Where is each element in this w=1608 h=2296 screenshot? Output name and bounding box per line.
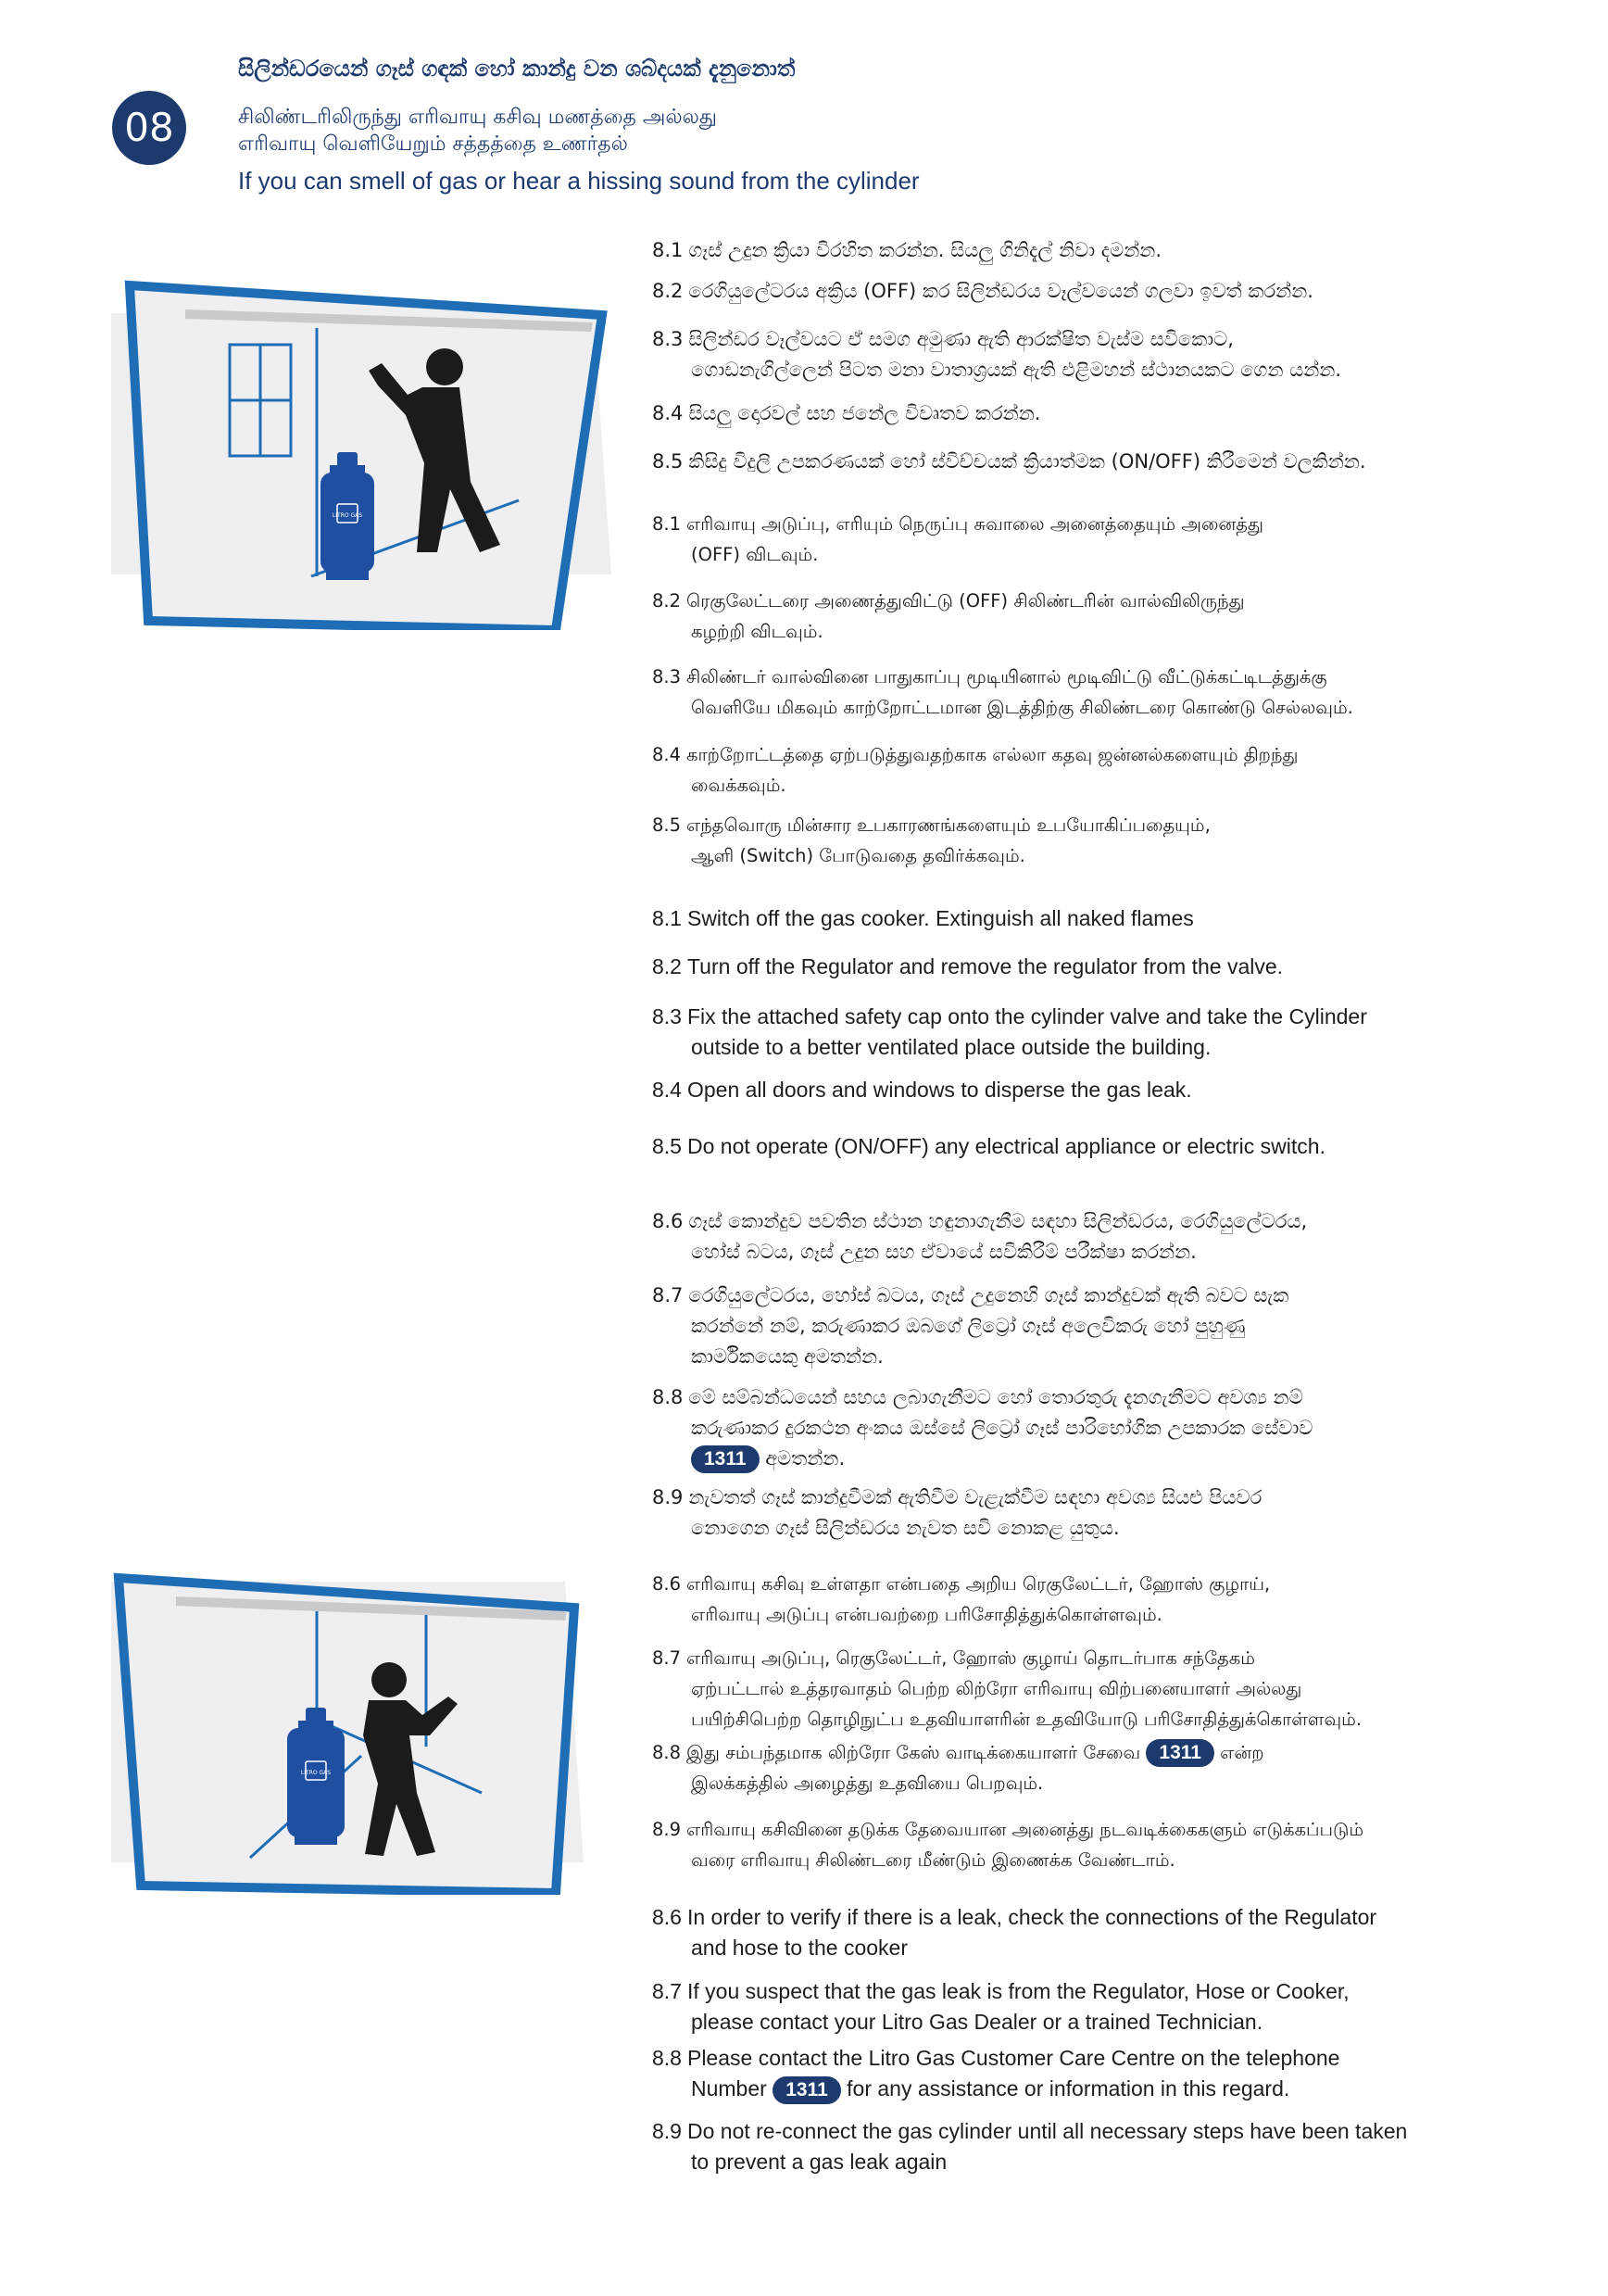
step-ta-8-3: 8.3 சிலிண்டர் வால்வினை பாதுகாப்பு மூடியினால் மூடிவிட்டு வீட்டுக்கட்டிடத்துக்கு வெளியே மிகவும் காற்றோட்டமான இடத்திற்கு சிலிண்டரை கொண்டு செல்லவும். [652, 666, 1353, 718]
step-ta-8-9: 8.9 எரிவாயு கசிவினை தடுக்க தேவையான அனைத்து நடவடிக்கைகளும் எடுக்கப்படும் வரை எரிவாயு சிலிண்டரை மீண்டும் இணைக்க வேண்டாம். [652, 1819, 1364, 1871]
illustration-checking-connections [111, 1571, 602, 1895]
step-si-8-3: 8.3 සිලින්ඩර වෑල්වයට ඒ සමග අමුණා ඇති ආරක්ෂිත වැස්ම සවිකොට, ගොඩනැගිල්ලෙන් පිටත මනා වාතාශ්‍රයක් ඇති එළිමහන් ස්ථානයකට ගෙන යන්න. [652, 328, 1342, 381]
step-en-8-5: 8.5 Do not operate (ON/OFF) any electrical appliance or electric switch. [652, 1134, 1325, 1158]
step-si-8-7: 8.7 රෙගියුලේටරය, හෝස් බටය, ගෑස් උදුනෙහි ගෑස් කාන්දුවක් ඇති බවට සැක කරන්නේ නම්, කරුණාකර ඔබගේ ලිට්‍රෝ ගෑස් අලෙවිකරු හෝ පුහුණු කාර්මිකයෙකු අමතන්න. [652, 1284, 1289, 1368]
step-ta-8-1: 8.1 எரிவாயு அடுப்பு, எரியும் நெருப்பு சுவாலை அனைத்தையும் அனைத்து (OFF) விடவும். [652, 513, 1263, 565]
cylinder-label: LITRO GAS [300, 1770, 332, 1776]
step-en-8-1: 8.1 Switch off the gas cooker. Extinguish all naked flames [652, 906, 1194, 930]
step-ta-8-8: 8.8 இது சம்பந்தமாக லிற்ரோ கேஸ் வாடிக்கையாளர் சேவை 1311 என்ற இலக்கத்தில் அழைத்து உதவியை பெறவும். [652, 1737, 1264, 1798]
step-ta-8-5: 8.5 எந்தவொரு மின்சார உபகாரணங்களையும் உபயோகிப்பதையும், ஆளி (Switch) போடுவதை தவிர்க்கவும். [652, 814, 1211, 866]
illustration-open-window [111, 278, 611, 630]
step-ta-8-7: 8.7 எரிவாயு அடுப்பு, ரெகுலேட்டர், ஹோஸ் குழாய் தொடர்பாக சந்தேகம் ஏற்பட்டால் உத்தரவாதம் பெற்ற லிற்ரோ எரிவாயு விற்பனையாளர் அல்லது பயிற்சிபெற்ற தொழிநுட்ப உதவியாளரின் உதவியோடு பரிசோதித்துக்கொள்ளவும். [652, 1647, 1363, 1730]
step-si-8-6: 8.6 ගෑස් කොන්දුව පවතින ස්ථාන හඳුනාගැනීම සඳහා සිලින්ඩරය, රෙගියුලේටරය, හෝස් බටය, ගෑස් උදුන සහ ඒවායේ සවිකිරීම් පරීක්ෂා කරන්න. [652, 1210, 1308, 1263]
title-tamil [238, 104, 717, 158]
step-si-8-8: 8.8 මේ සම්බන්ධයෙන් සහය ලබාගැනීමට හෝ තොරතුරු දැනගැනීමට අවශ්‍ය නම් කරුණාකර දුරකථන අංකය ඔස්සේ ලිට්‍රෝ ගෑස් පාරිභෝගික උපකාරක සේවාව 1311 අමතන්න. [652, 1382, 1313, 1474]
step-ta-8-2: 8.2 ரெகுலேட்டரை அணைத்துவிட்டு (OFF) சிலிண்டரின் வால்விலிருந்து கழற்றி விடவும். [652, 590, 1245, 642]
step-en-8-6: 8.6 In order to verify if there is a leak, check the connections of the Regulator and hose to the cooker [652, 1905, 1377, 1960]
step-si-8-1: 8.1 ගෑස් උදුන ක්‍රියා විරහිත කරන්න. සියලු ගිනිදැල් නිවා දමන්න. [652, 239, 1162, 261]
title-tamil-line1: சிலிண்டரிலிருந்து எரிவாயு கசிவு மணத்தை அல்லது [238, 106, 717, 129]
title-sinhala: සිලින්ඩරයෙන් ගෑස් ගඳක් හෝ කාන්දු වන ශබ්දයක් දැනුනොත් [238, 56, 796, 82]
step-ta-8-4: 8.4 காற்றோட்டத்தை ஏற்படுத்துவதற்காக எல்லா கதவு ஜன்னல்களையும் திறந்து வைக்கவும். [652, 744, 1299, 796]
window-frame-blue [119, 1578, 574, 1893]
step-en-8-9: 8.9 Do not re-connect the gas cylinder until all necessary steps have been taken to prevent a gas leak again [652, 2119, 1408, 2174]
step-en-8-2: 8.2 Turn off the Regulator and remove the regulator from the valve. [652, 954, 1284, 978]
hotline-badge[interactable]: 1311 [1146, 1739, 1214, 1767]
title-tamil-line2: எரிவாயு வெளியேறும் சத்தத்தை உணர்தல் [238, 132, 628, 156]
hotline-badge[interactable]: 1311 [773, 2076, 841, 2104]
cylinder-label: LITRO GAS [332, 512, 363, 519]
step-ta-8-6: 8.6 எரிவாயு கசிவு உள்ளதா என்பதை அறிய ரெகுலேட்டர், ஹோஸ் குழாய், எரிவாயு அடுப்பு என்பவற்றை பரிசோதித்துக்கொள்ளவும். [652, 1573, 1271, 1625]
step-si-8-2: 8.2 රෙගියුලේටරය අක්‍රිය (OFF) කර සිලින්ඩරය වෑල්වයෙන් ගලවා ඉවත් කරන්න. [652, 280, 1313, 302]
title-english: If you can smell of gas or hear a hissing sound from the cylinder [238, 167, 920, 195]
step-en-8-7: 8.7 If you suspect that the gas leak is from the Regulator, Hose or Cooker, please contact your Litro Gas Dealer or a trained Technician. [652, 1979, 1350, 2034]
step-en-8-3: 8.3 Fix the attached safety cap onto the cylinder valve and take the Cylinder outside to a better ventilated place outside the building. [652, 1004, 1367, 1059]
hotline-badge[interactable]: 1311 [691, 1445, 760, 1473]
step-si-8-9: 8.9 නැවතත් ගෑස් කාන්දුවීමක් ඇතිවීම වැළැක්වීම සඳහා අවශ්‍ය සියළු පියවර නොගෙන ගෑස් සිලින්ඩරය නැවත සවි නොකළ යුතුය. [652, 1486, 1263, 1539]
step-si-8-5: 8.5 කිසිදු විදුලි උපකරණයක් හෝ ස්විච්චයක් ක්‍රියාත්මක (ON/OFF) කිරීමෙන් වලකින්න. [652, 450, 1366, 473]
step-en-8-4: 8.4 Open all doors and windows to disperse the gas leak. [652, 1078, 1192, 1102]
section-number-badge: 08 [112, 91, 186, 165]
step-si-8-4: 8.4 සියලු දොරවල් සහ ජනේල විවෘතව කරන්න. [652, 402, 1041, 424]
step-en-8-8: 8.8 Please contact the Litro Gas Customer Care Centre on the telephone Number 1311 for any assistance or information in this regard. [652, 2043, 1339, 2104]
